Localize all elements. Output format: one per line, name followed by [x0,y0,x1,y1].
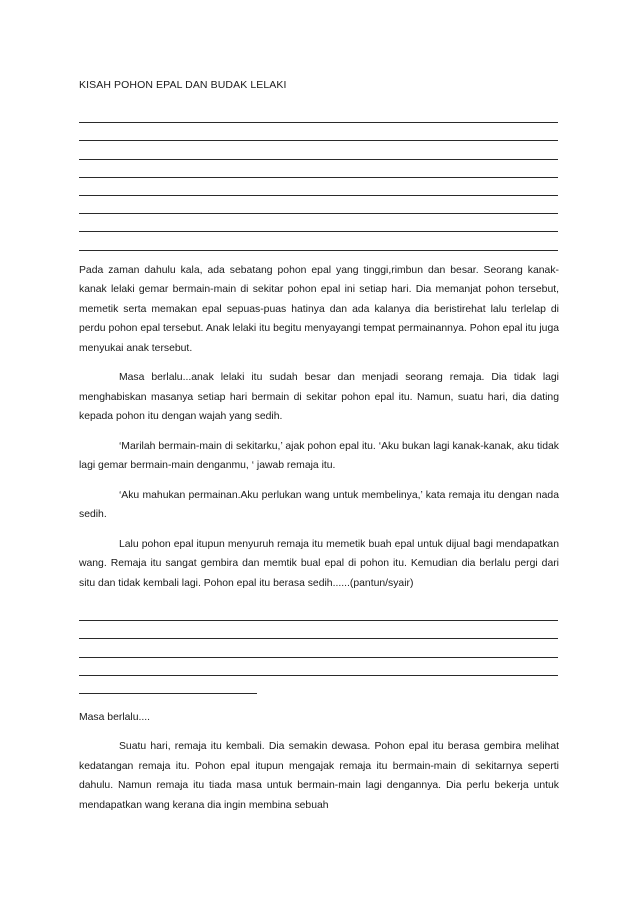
paragraph-3: ‘Marilah bermain-main di sekitarku,’ ajak pohon epal itu. ‘Aku bukan lagi kanak-kanak, aku tidak lagi gemar bermain-main denganmu, ‘ jawab remaja itu. [79,440,559,471]
writing-line [79,141,558,159]
paragraph-2: Masa berlalu...anak lelaki itu sudah besar dan menjadi seorang remaja. Dia tidak lagi menghabiskan masanya setiap hari bermain di sekitar pohon epal itu. Namun, suatu hari, dia dating kepada pohon itu dengan wajah yang sedih. [79,372,559,422]
writing-line [79,105,558,123]
story-title: KISAH POHON EPAL DAN BUDAK LELAKI [79,79,287,91]
writing-line [79,196,558,214]
writing-lines-pantun [79,603,559,694]
paragraph-5: Lalu pohon epal itupun menyuruh remaja itu memetik buah epal untuk dijual bagi mendapatkan wang. Remaja itu sangat gembira dan memtik bual epal di pohon itu. Kemudian dia berlalu pergi dari situ dan tidak kembali lagi. Pohon epal itu berasa sedih......(pantun/syair) [79,538,559,589]
writing-line [79,123,558,141]
paragraph-6: Masa berlalu.... [79,711,151,723]
writing-line [79,676,257,694]
paragraph-1: Pada zaman dahulu kala, ada sebatang pohon epal yang tinggi,rimbun dan besar. Seorang kanak-kanak lelaki gemar bermain-main di sekitar pohon epal ini setiap hari. Dia memanjat pohon tersebut, memetik serta memakan epal sepuas-puas hatinya dan ada kalanya dia beristirehat lalu terlelap di perdu pohon epal tersebut. Anak lelaki itu begitu menyayangi tempat permainannya. Pohon epal itu juga menyukai anak tersebut. [79,264,559,354]
writing-line [79,621,558,639]
writing-line [79,214,558,232]
paragraph-4: ‘Aku mahukan permainan.Aku perlukan wang untuk membelinya,’ kata remaja itu dengan nada sedih. [79,489,559,520]
writing-line [79,232,558,250]
writing-line [79,658,558,676]
writing-line [79,639,558,657]
paragraph-7: Suatu hari, remaja itu kembali. Dia semakin dewasa. Pohon epal itu berasa gembira melihat kedatangan remaja itu. Pohon epal itupun mengajak remaja itu bermain-main di sekitarnya seperti dahulu. Namun remaja itu tiada masa untuk bermain-main lagi dengannya. Dia perlu bekerja untuk mendapatkan wang kerana dia ingin membina sebuah [79,741,559,811]
writing-lines-top [79,105,559,251]
writing-line [79,160,558,178]
writing-line [79,603,558,621]
writing-line [79,178,558,196]
